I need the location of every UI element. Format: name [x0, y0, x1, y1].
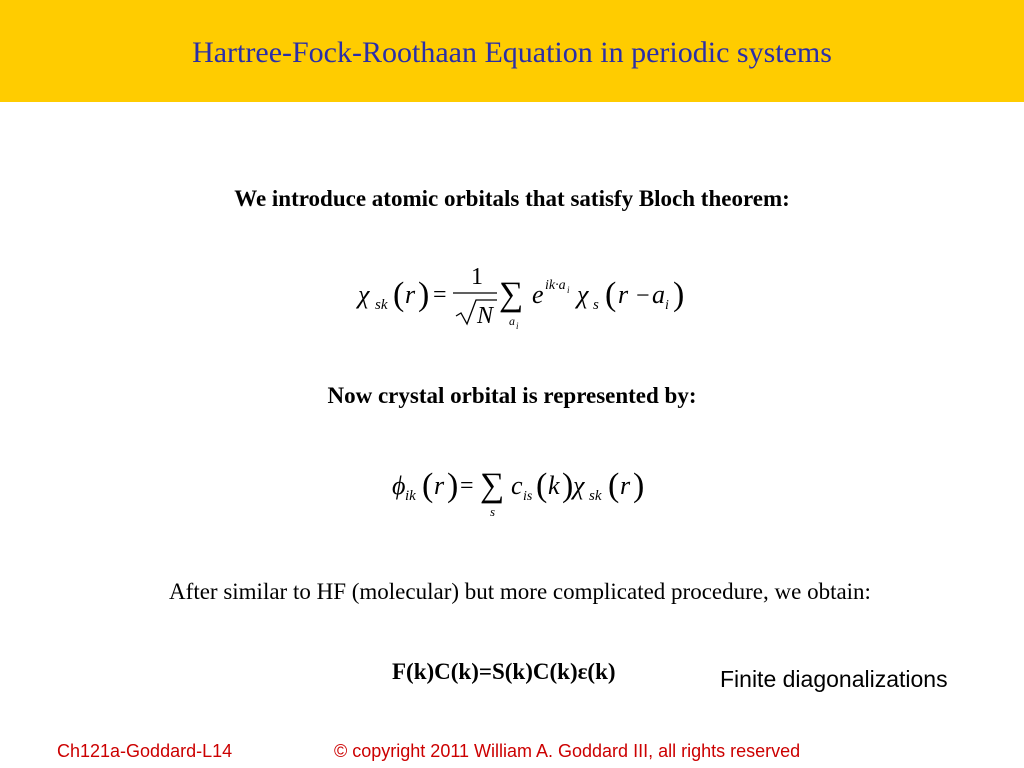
- eq2-coef-sub: is: [523, 489, 533, 504]
- eq1-paren-close: ): [418, 276, 430, 313]
- procedure-text: After similar to HF (molecular) but more complicated procedure, we obtain:: [169, 579, 871, 604]
- eq2-sum: ∑: [480, 467, 505, 504]
- eq2-chi: χ: [573, 471, 585, 500]
- eq2-coef: c: [511, 471, 523, 500]
- eq2-paren-close: ): [447, 467, 459, 504]
- bloch-orbital-equation: [355, 258, 695, 338]
- eq1-chi-sk: χ: [358, 280, 370, 309]
- eq2-paren2-open: (: [536, 467, 548, 504]
- eq2-paren-open: (: [422, 467, 434, 504]
- eq2-equals: =: [460, 473, 474, 499]
- eq1-chi-sub: sk: [375, 297, 388, 313]
- eq1-numerator: 1: [471, 264, 483, 290]
- eq2-paren2-close: ): [562, 467, 574, 504]
- eq1-paren-open: (: [393, 276, 405, 313]
- footer-course: Ch121a-Goddard-L14: [57, 741, 233, 761]
- eq1-exp-power: ik·a: [545, 278, 566, 293]
- eq1-sum-index-sub: i: [516, 321, 519, 331]
- hf-roothaan-equation: F(k)C(k)=S(k)C(k)ε(k): [392, 659, 616, 684]
- eq2-sum-index: s: [490, 504, 496, 519]
- eq1-chi-s: χ: [577, 280, 589, 309]
- eq1-sum-index: a: [509, 314, 515, 328]
- eq1-paren2-close: ): [673, 276, 685, 313]
- eq1-arg: r: [405, 280, 416, 309]
- eq2-paren3-close: ): [633, 467, 645, 504]
- eq1-chi-s-sub: s: [593, 297, 599, 313]
- crystal-orbital-equation: [390, 460, 650, 525]
- eq1-paren2-open: (: [605, 276, 617, 313]
- eq1-arg2-r: r: [618, 280, 629, 309]
- eq2-arg: r: [434, 471, 445, 500]
- slide-title: Hartree-Fock-Roothaan Equation in periodic systems: [192, 36, 832, 69]
- eq1-sum: ∑: [499, 276, 524, 313]
- eq2-arg2: r: [620, 471, 631, 500]
- eq2-paren3-open: (: [608, 467, 620, 504]
- eq2-coef-arg: k: [548, 471, 560, 500]
- eq2-phi-sub: ik: [405, 488, 416, 504]
- eq1-arg2-a-sub: i: [665, 298, 669, 313]
- eq1-equals: =: [433, 282, 447, 308]
- intro-text: We introduce atomic orbitals that satisfy Bloch theorem:: [234, 186, 790, 211]
- crystal-orbital-text: Now crystal orbital is represented by:: [327, 383, 697, 408]
- footer-copyright: © copyright 2011 William A. Goddard III, all rights reserved: [334, 741, 801, 761]
- finite-diagonalizations-note: Finite diagonalizations: [720, 666, 948, 692]
- eq1-exp-power-sub: i: [567, 285, 570, 295]
- eq1-exp-base: e: [532, 280, 544, 309]
- eq1-denominator: N: [477, 303, 494, 329]
- eq1-minus: −: [636, 283, 650, 309]
- eq2-phi: ϕ: [392, 471, 406, 500]
- eq1-arg2-a: a: [652, 280, 665, 309]
- eq2-chi-sub: sk: [589, 488, 602, 504]
